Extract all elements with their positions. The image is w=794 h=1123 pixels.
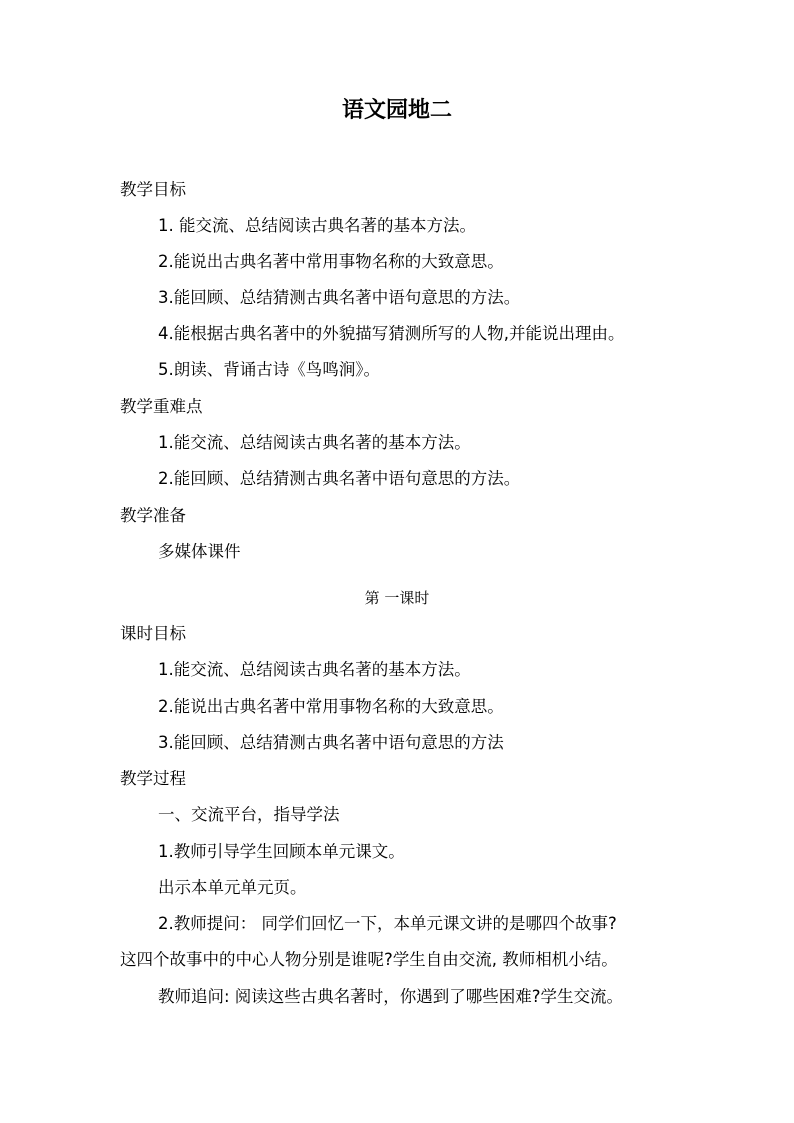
section-heading-preparation: 教学准备: [120, 506, 186, 525]
key-point-item-2: 2.能回顾、总结猜测古典名著中语句意思的方法。: [158, 469, 521, 488]
key-point-item-1: 1.能交流、总结阅读古典名著的基本方法。: [158, 433, 471, 452]
lesson-objective-item-3: 3.能回顾、总结猜测古典名著中语句意思的方法: [158, 733, 504, 752]
objective-item-3: 3.能回顾、总结猜测古典名著中语句意思的方法。: [158, 288, 521, 307]
page-title: 语文园地二: [341, 98, 452, 123]
lesson-heading: 第 一课时: [364, 589, 430, 607]
lesson-objective-item-1: 1.能交流、总结阅读古典名著的基本方法。: [158, 660, 471, 679]
section-heading-process: 教学过程: [120, 769, 186, 788]
process-step-heading: 一、交流平台，指导学法: [158, 805, 340, 824]
process-paragraph-3: 2.教师提问： 同学们回忆一下，本单元课文讲的是哪四个故事?: [158, 914, 617, 933]
lesson-objective-item-2: 2.能说出古典名著中常用事物名称的大致意思。: [158, 697, 504, 716]
objective-item-5: 5.朗读、背诵古诗《鸟鸣涧》。: [158, 360, 380, 379]
objective-item-4: 4.能根据古典名著中的外貌描写猜测所写的人物,并能说出理由。: [158, 324, 625, 343]
section-heading-key-points: 教学重难点: [120, 397, 203, 416]
process-paragraph-2: 出示本单元单元页。: [158, 878, 307, 897]
process-paragraph-4: 教师追问: 阅读这些古典名著时，你遇到了哪些困难?学生交流。: [158, 987, 624, 1006]
section-heading-lesson-objectives: 课时目标: [120, 624, 186, 643]
section-heading-objectives: 教学目标: [120, 180, 186, 199]
process-paragraph-1: 1.教师引导学生回顾本单元课文。: [158, 842, 405, 861]
objective-item-2: 2.能说出古典名著中常用事物名称的大致意思。: [158, 252, 504, 271]
process-paragraph-3-continued: 这四个故事中的中心人物分别是谁呢?学生自由交流, 教师相机小结。: [120, 950, 618, 969]
objective-item-1: 1. 能交流、总结阅读古典名著的基本方法。: [158, 216, 476, 235]
preparation-item: 多媒体课件: [158, 542, 241, 561]
